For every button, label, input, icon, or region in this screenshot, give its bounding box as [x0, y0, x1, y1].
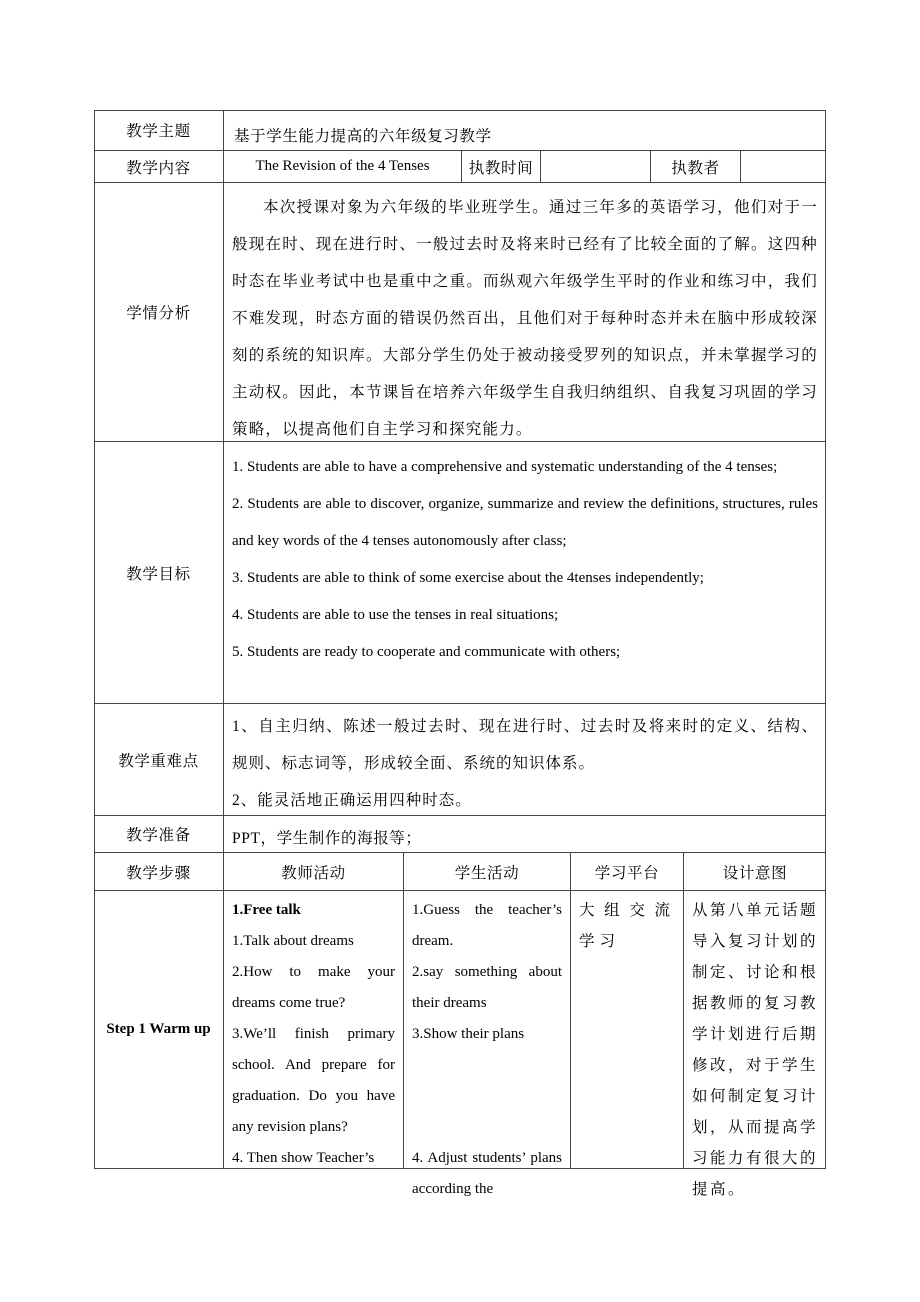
- goal-item: 4. Students are able to use the tenses in real situations;: [232, 607, 559, 623]
- time-label: 执教时间: [461, 150, 540, 182]
- step1-platform: 大组交流学习: [570, 890, 683, 1168]
- key-point-item: 2、能灵活地正确运用四种时态。: [232, 792, 472, 809]
- step1-teacher-item: 4. Then show Teacher’s: [232, 1150, 375, 1166]
- step1-intent: 从第八单元话题导入复习计划的制定、讨论和根据教师的复习教学计划进行后期修改，对于学生如何制定复习计划，从而提高学习能力有很大的提高。: [683, 890, 826, 1168]
- step1-teacher-item: 1.Talk about dreams: [232, 933, 354, 949]
- time-value: [540, 150, 650, 182]
- goal-item: 1. Students are able to have a comprehensive and systematic understanding of the 4 tenses;: [232, 459, 778, 475]
- step1-teacher-item: 3.We’ll finish primary school. And prepare for graduation. Do you have any revision plans?: [232, 1026, 395, 1135]
- prep-label: 教学准备: [94, 815, 223, 852]
- content-label: 教学内容: [94, 150, 223, 182]
- step1-student-item: 4. Adjust students’ plans according the: [412, 1150, 562, 1197]
- goal-item: 3. Students are able to think of some exercise about the 4tenses independently;: [232, 570, 704, 586]
- topic-value: 基于学生能力提高的六年级复习教学: [223, 110, 826, 150]
- step1-name: Step 1 Warm up: [94, 890, 223, 1168]
- teacher-label: 执教者: [650, 150, 740, 182]
- key-point-item: 1、自主归纳、陈述一般过去时、现在进行时、过去时及将来时的定义、结构、规则、标志词等，形成较全面、系统的知识体系。: [232, 718, 818, 772]
- key-points-label: 教学重难点: [94, 703, 223, 815]
- steps-header-step: 教学步骤: [94, 852, 223, 890]
- goals-label: 教学目标: [94, 441, 223, 703]
- prep-value: PPT，学生制作的海报等；: [223, 815, 826, 852]
- steps-header-intent: 设计意图: [683, 852, 826, 890]
- steps-header-platform: 学习平台: [570, 852, 683, 890]
- goal-item: 2. Students are able to discover, organize, summarize and review the definitions, structures, rules and key words of the 4 tenses autonomously after class;: [232, 496, 818, 549]
- content-value: The Revision of the 4 Tenses: [223, 150, 461, 182]
- topic-label: 教学主题: [126, 123, 191, 140]
- steps-header-teacher: 教师活动: [223, 852, 403, 890]
- analysis-text: 本次授课对象为六年级的毕业班学生。通过三年多的英语学习，他们对于一般现在时、现在进行时、一般过去时及将来时已经有了比较全面的了解。这四种时态在毕业考试中也是重中之重。而纵观六年级学生平时的作业和练习中，我们不难发现，时态方面的错误仍然百出，且他们对于每种时态并未在脑中形成较深刻的系统的知识库。大部分学生仍处于被动接受罗列的知识点，并未掌握学习的主动权。因此，本节课旨在培养六年级学生自我归纳组织、自我复习巩固的学习策略，以提高他们自主学习和探究能力。: [223, 182, 826, 441]
- step1-teacher-activity: [223, 890, 403, 1168]
- analysis-label: 学情分析: [94, 182, 223, 441]
- step1-student-item: 3.Show their plans: [412, 1026, 525, 1042]
- step1-student-item: 2.say something about their dreams: [412, 964, 562, 1011]
- steps-header-student: 学生活动: [403, 852, 570, 890]
- step1-student-activity: [403, 890, 570, 1197]
- goal-item: 5. Students are ready to cooperate and communicate with others;: [232, 644, 621, 660]
- goals-list: [223, 441, 826, 703]
- step1-student-item: 1.Guess the teacher’s dream.: [412, 902, 562, 949]
- teacher-value: [740, 150, 826, 182]
- key-points-list: [223, 703, 826, 815]
- step1-teacher-item: 2.How to make your dreams come true?: [232, 964, 395, 1011]
- step1-teacher-title: 1.Free talk: [232, 902, 301, 918]
